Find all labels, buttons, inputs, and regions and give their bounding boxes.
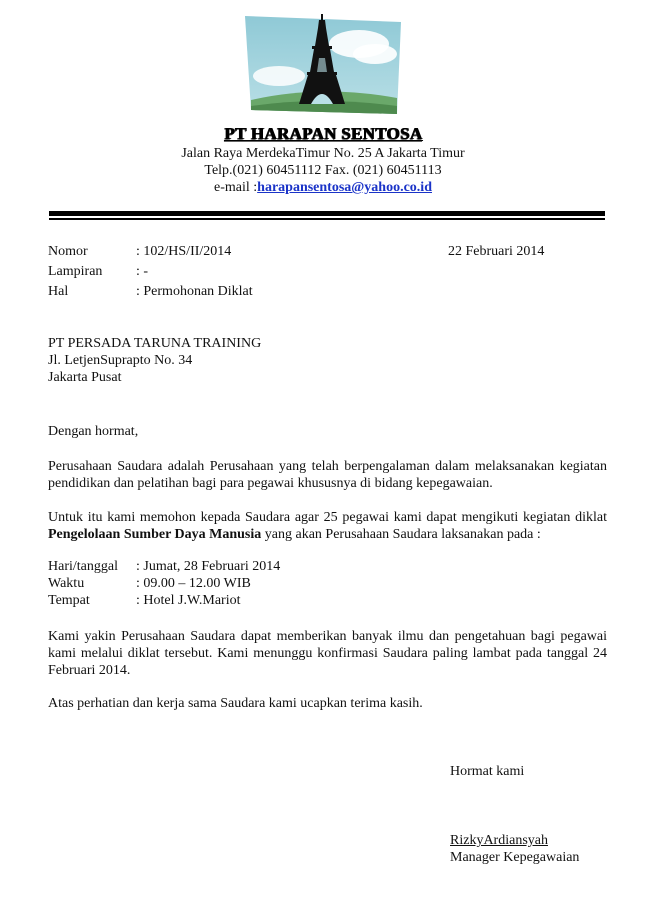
letter-date: 22 Februari 2014	[448, 244, 545, 259]
signer-title: Manager Kepegawaian	[450, 850, 580, 865]
paragraph-2-end: yang akan Perusahaan Saudara laksanakan pada :	[261, 527, 541, 542]
hal-label: Hal	[48, 284, 69, 299]
lampiran-label: Lampiran	[48, 264, 103, 279]
signer-name: RizkyArdiansyah	[450, 833, 548, 848]
greeting: Dengan hormat,	[48, 424, 139, 439]
company-phone: Telp.(021) 60451112 Fax. (021) 60451113	[204, 163, 442, 178]
company-name: PT HARAPAN SENTOSA	[223, 124, 423, 143]
lampiran-value: : -	[136, 264, 149, 279]
email-link[interactable]: harapansentosa@yahoo.co.id	[257, 180, 432, 195]
paragraph-3: Kami yakin Perusahaan Saudara dapat memberikan banyak ilmu dan pengetahuan bagi pegawai kami melalui diklat tersebut. Kami menunggu konfirmasi Saudara paling lambat pada tanggal 24 Februari 2014.	[48, 629, 607, 678]
schedule-place-label: Tempat	[48, 593, 90, 608]
schedule-day-value: : Jumat, 28 Februari 2014	[136, 559, 281, 574]
header-divider-thick	[49, 211, 605, 216]
closing-sentence: Atas perhatian dan kerja sama Saudara kami ucapkan terima kasih.	[48, 696, 423, 711]
paragraph-1: Perusahaan Saudara adalah Perusahaan yang telah berpengalaman dalam melaksanakan kegiatan pendidikan dan pelatihan bagi para pegawai khususnya di bidang kepegawaian.	[48, 459, 607, 491]
header-divider-thin	[49, 218, 605, 220]
email-label: e-mail :	[214, 180, 258, 195]
recipient-name: PT PERSADA TARUNA TRAINING	[48, 336, 262, 351]
signature-salutation: Hormat kami	[450, 764, 525, 779]
schedule-time-label: Waktu	[48, 576, 85, 591]
training-title: Pengelolaan Sumber Daya Manusia	[48, 527, 262, 542]
company-address: Jalan Raya MerdekaTimur No. 25 A Jakarta Timur	[181, 146, 465, 161]
nomor-value: : 102/HS/II/2014	[136, 244, 232, 259]
nomor-label: Nomor	[48, 244, 88, 259]
paragraph-2	[48, 509, 607, 543]
recipient-city: Jakarta Pusat	[48, 370, 122, 385]
schedule-place-value: : Hotel J.W.Mariot	[136, 593, 241, 608]
eiffel-tower-icon	[241, 14, 403, 118]
schedule-time-value: : 09.00 – 12.00 WIB	[136, 576, 251, 591]
schedule-day-label: Hari/tanggal	[48, 559, 118, 574]
recipient-street: Jl. LetjenSuprapto No. 34	[48, 353, 193, 368]
company-email	[0, 180, 646, 196]
paragraph-2-start: Untuk itu kami memohon kepada Saudara agar 25 pegawai kami dapat mengikuti kegiatan diklat	[48, 510, 607, 525]
hal-value: : Permohonan Diklat	[136, 284, 253, 299]
